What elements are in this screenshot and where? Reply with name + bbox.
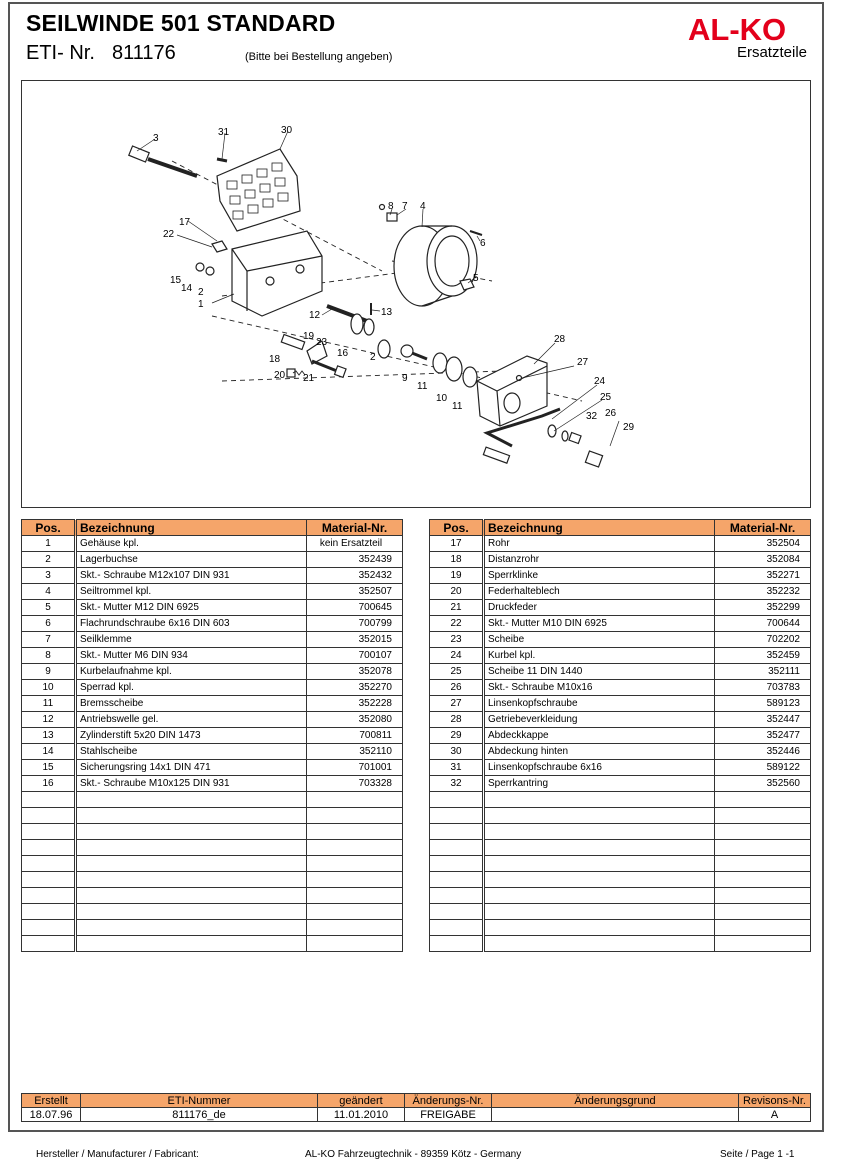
cell-pos: 6 [22,616,76,632]
empty-cell [484,920,715,936]
cell-bezeichnung: Skt.- Schraube M10x125 DIN 931 [76,776,307,792]
cell-bezeichnung: Linsenkopfschraube [484,696,715,712]
cell-pos: 10 [22,680,76,696]
cell-material: 352110 [307,744,403,760]
empty-cell [76,824,307,840]
table-row [22,664,403,680]
callout-1: 1 [198,299,204,310]
cell-pos: 13 [22,728,76,744]
callout-14: 14 [181,283,193,294]
callout-18: 18 [269,354,281,365]
cell-bezeichnung: Zylinderstift 5x20 DIN 1473 [76,728,307,744]
cell-bezeichnung: Kurbelaufnahme kpl. [76,664,307,680]
empty-cell [76,792,307,808]
cell-pos: 1 [22,536,76,552]
empty-cell [22,936,76,952]
cell-bezeichnung: Skt.- Mutter M12 DIN 6925 [76,600,307,616]
cell-pos: 32 [430,776,484,792]
table-row [22,728,403,744]
callout-5: 5 [473,273,479,284]
empty-cell [307,792,403,808]
callout-29: 29 [623,422,635,433]
table-row [22,744,403,760]
empty-cell [22,840,76,856]
parts-header-row [430,520,811,536]
cell-material: 352560 [715,776,811,792]
empty-cell [715,904,811,920]
empty-cell [715,856,811,872]
eti-label: ETI- Nr. [26,42,95,64]
cell-pos: 14 [22,744,76,760]
cell-bezeichnung: Skt.- Mutter M6 DIN 934 [76,648,307,664]
cell-pos: 11 [22,696,76,712]
cell-pos: 24 [430,648,484,664]
callout-25: 25 [600,392,612,403]
cell-bezeichnung: Scheibe 11 DIN 1440 [484,664,715,680]
callout-23: 23 [316,337,328,348]
empty-cell [715,888,811,904]
empty-row [430,936,811,952]
rev-col-geaendert: geändert [318,1094,405,1108]
empty-row [22,792,403,808]
empty-cell [484,856,715,872]
cell-material: 589123 [715,696,811,712]
callout-11b: 11 [452,401,463,412]
cell-pos: 7 [22,632,76,648]
cell-pos: 15 [22,760,76,776]
empty-cell [22,920,76,936]
diagram-drawing [22,81,810,507]
callout-6: 6 [480,238,486,249]
callout-32: 32 [586,411,598,422]
table-row [430,664,811,680]
table-row [430,584,811,600]
empty-cell [76,904,307,920]
cell-bezeichnung: Sperrad kpl. [76,680,307,696]
cell-pos: 19 [430,568,484,584]
table-row [22,760,403,776]
empty-cell [22,856,76,872]
cell-pos: 22 [430,616,484,632]
table-row [22,776,403,792]
empty-cell [307,840,403,856]
empty-cell [715,920,811,936]
col-header-material: Material-Nr. [307,520,403,536]
cell-bezeichnung: Seiltrommel kpl. [76,584,307,600]
cell-pos: 16 [22,776,76,792]
empty-cell [22,872,76,888]
cell-bezeichnung: Sicherungsring 14x1 DIN 471 [76,760,307,776]
empty-cell [307,936,403,952]
empty-cell [715,792,811,808]
rev-col-revisions-nr: Revisons-Nr. [739,1094,811,1108]
empty-row [22,904,403,920]
cell-bezeichnung: Distanzrohr [484,552,715,568]
cell-material: 352078 [307,664,403,680]
parts-body-left [22,536,403,952]
manufacturer-label: Hersteller / Manufacturer / Fabricant: [36,1149,199,1160]
table-row [430,536,811,552]
empty-cell [22,888,76,904]
callout-2a: 2 [198,287,204,298]
empty-row [22,808,403,824]
cell-pos: 27 [430,696,484,712]
parts-body-right [430,536,811,952]
empty-cell [484,872,715,888]
cell-bezeichnung: Skt.- Schraube M12x107 DIN 931 [76,568,307,584]
empty-cell [76,936,307,952]
empty-cell [22,808,76,824]
empty-cell [307,824,403,840]
cell-material: 352111 [715,664,811,680]
callout-30: 30 [281,125,293,136]
empty-cell [76,808,307,824]
table-row [430,744,811,760]
cell-material: 703328 [307,776,403,792]
cell-material: 352228 [307,696,403,712]
cell-bezeichnung: Bremsscheibe [76,696,307,712]
cell-bezeichnung: Sperrklinke [484,568,715,584]
cell-bezeichnung: Abdeckung hinten [484,744,715,760]
cell-bezeichnung: Stahlscheibe [76,744,307,760]
empty-cell [76,872,307,888]
table-row [22,584,403,600]
cell-pos: 3 [22,568,76,584]
cell-pos: 18 [430,552,484,568]
cell-pos: 25 [430,664,484,680]
callout-9: 9 [402,373,408,384]
table-row [22,632,403,648]
cell-bezeichnung: Flachrundschraube 6x16 DIN 603 [76,616,307,632]
empty-cell [22,792,76,808]
empty-cell [430,936,484,952]
empty-row [430,888,811,904]
cell-pos: 8 [22,648,76,664]
cell-material: 700799 [307,616,403,632]
empty-cell [715,872,811,888]
exploded-diagram [21,80,811,508]
cell-material: 352459 [715,648,811,664]
table-row [430,648,811,664]
empty-cell [715,808,811,824]
cell-bezeichnung: Sperrkantring [484,776,715,792]
callout-8: 8 [388,201,394,212]
empty-cell [430,872,484,888]
empty-row [22,872,403,888]
cell-bezeichnung: Rohr [484,536,715,552]
table-row [430,776,811,792]
cell-material: 700811 [307,728,403,744]
parts-table-right [429,519,811,952]
callout-13: 13 [381,307,393,318]
cell-bezeichnung: Lagerbuchse [76,552,307,568]
callout-20: 20 [274,370,286,381]
cell-bezeichnung: Antriebswelle gel. [76,712,307,728]
rev-col-eti-nummer: ETI-Nummer [81,1094,318,1108]
empty-cell [430,840,484,856]
table-row [430,552,811,568]
cell-pos: 29 [430,728,484,744]
callout-12: 12 [309,310,321,321]
empty-cell [430,824,484,840]
cell-material: 352446 [715,744,811,760]
brand-subtitle: Ersatzteile [736,44,807,61]
col-header-bezeichnung: Bezeichnung [484,520,715,536]
callout-31: 31 [218,127,230,138]
callout-10: 10 [436,393,448,404]
table-row [22,712,403,728]
cell-material: 703783 [715,680,811,696]
cell-bezeichnung: Scheibe [484,632,715,648]
cell-material: 352507 [307,584,403,600]
cell-pos: 21 [430,600,484,616]
callout-19: 19 [303,331,315,342]
revision-table [21,1093,811,1122]
page-number: Seite / Page 1 -1 [720,1149,795,1160]
empty-row [22,824,403,840]
empty-cell [76,920,307,936]
brand-text: AL-KO [688,12,787,44]
cell-material: 352270 [307,680,403,696]
cell-material: 352439 [307,552,403,568]
empty-cell [484,936,715,952]
cell-material: 701001 [307,760,403,776]
empty-cell [430,808,484,824]
empty-row [22,856,403,872]
rev-col-aenderungs-nr: Änderungs-Nr. [405,1094,492,1108]
empty-cell [307,888,403,904]
cell-bezeichnung: Getriebeverkleidung [484,712,715,728]
table-row [430,680,811,696]
cell-bezeichnung: Skt.- Mutter M10 DIN 6925 [484,616,715,632]
rev-col-erstellt: Erstellt [22,1094,81,1108]
empty-cell [484,840,715,856]
empty-cell [307,808,403,824]
callout-7: 7 [402,201,408,212]
parts-header-row [22,520,403,536]
table-row [22,600,403,616]
cell-bezeichnung: Seilklemme [76,632,307,648]
cell-pos: 4 [22,584,76,600]
cell-material: 352232 [715,584,811,600]
empty-row [430,792,811,808]
empty-cell [430,856,484,872]
empty-cell [484,904,715,920]
cell-pos: 2 [22,552,76,568]
empty-cell [484,792,715,808]
cell-material: 700645 [307,600,403,616]
cell-pos: 9 [22,664,76,680]
rev-revisions-nr: A [739,1108,811,1122]
empty-cell [76,840,307,856]
empty-row [22,840,403,856]
cell-material: 352084 [715,552,811,568]
callout-17: 17 [179,217,191,228]
rev-aenderungs-nr: FREIGABE [405,1108,492,1122]
empty-cell [307,856,403,872]
cell-bezeichnung: Druckfeder [484,600,715,616]
cell-bezeichnung: Skt.- Schraube M10x16 [484,680,715,696]
callout-21: 21 [303,373,315,384]
cell-material: 352477 [715,728,811,744]
empty-cell [307,904,403,920]
empty-row [22,888,403,904]
table-row [430,616,811,632]
table-row [22,680,403,696]
empty-cell [484,888,715,904]
callout-26: 26 [605,408,617,419]
cell-material: 352080 [307,712,403,728]
cell-bezeichnung: Federhalteblech [484,584,715,600]
table-row [430,712,811,728]
cell-material: 352447 [715,712,811,728]
empty-row [22,920,403,936]
col-header-material: Material-Nr. [715,520,811,536]
table-row [430,760,811,776]
manufacturer-address: AL-KO Fahrzeugtechnik - 89359 Kötz - Germany [305,1149,522,1160]
table-row [430,728,811,744]
rev-eti-nummer: 811176_de [81,1108,318,1122]
table-row [22,648,403,664]
empty-cell [430,792,484,808]
callout-3: 3 [153,133,159,144]
empty-cell [22,904,76,920]
cell-bezeichnung: Linsenkopfschraube 6x16 [484,760,715,776]
cell-pos: 5 [22,600,76,616]
cell-pos: 30 [430,744,484,760]
cell-pos: 20 [430,584,484,600]
page-title: SEILWINDE 501 STANDARD [26,10,336,36]
empty-cell [76,888,307,904]
cell-material: 352299 [715,600,811,616]
callout-24: 24 [594,376,606,387]
empty-cell [484,808,715,824]
table-row [430,632,811,648]
cell-pos: 12 [22,712,76,728]
callout-16: 16 [337,348,349,359]
callout-2b: 2 [370,352,376,363]
rev-aenderungsgrund [492,1108,739,1122]
empty-cell [307,872,403,888]
cell-material: 702202 [715,632,811,648]
rev-geaendert: 11.01.2010 [318,1108,405,1122]
cell-material: 589122 [715,760,811,776]
rev-erstellt: 18.07.96 [22,1108,81,1122]
empty-row [430,872,811,888]
cell-bezeichnung: Abdeckkappe [484,728,715,744]
empty-row [430,840,811,856]
cell-pos: 23 [430,632,484,648]
empty-row [430,824,811,840]
cell-bezeichnung: Gehäuse kpl. [76,536,307,552]
table-row [22,696,403,712]
callout-22: 22 [163,229,175,240]
col-header-pos: Pos. [22,520,76,536]
empty-row [22,936,403,952]
cell-material: 352271 [715,568,811,584]
callout-11a: 11 [417,381,428,392]
cell-material: 700107 [307,648,403,664]
table-row [430,568,811,584]
cell-material: 700644 [715,616,811,632]
empty-cell [76,856,307,872]
empty-row [430,856,811,872]
empty-cell [430,904,484,920]
cell-pos: 26 [430,680,484,696]
cell-pos: 31 [430,760,484,776]
alko-logo [688,12,810,44]
cell-pos: 17 [430,536,484,552]
table-row [22,568,403,584]
callout-27: 27 [577,357,589,368]
cell-material: 352432 [307,568,403,584]
empty-cell [430,920,484,936]
callout-15: 15 [170,275,182,286]
cell-material: 352504 [715,536,811,552]
rev-col-aenderungsgrund: Änderungsgrund [492,1094,739,1108]
revision-value-row [22,1108,811,1122]
empty-row [430,920,811,936]
empty-row [430,808,811,824]
table-row [22,616,403,632]
table-row [430,600,811,616]
cell-material: 352015 [307,632,403,648]
parts-table-left [21,519,403,952]
empty-cell [715,824,811,840]
empty-cell [715,936,811,952]
empty-cell [307,920,403,936]
cell-material: kein Ersatzteil [307,536,403,552]
empty-cell [484,824,715,840]
col-header-pos: Pos. [430,520,484,536]
callout-4: 4 [420,201,426,212]
table-row [22,536,403,552]
col-header-bezeichnung: Bezeichnung [76,520,307,536]
revision-header-row [22,1094,811,1108]
empty-cell [430,888,484,904]
cell-pos: 28 [430,712,484,728]
cell-bezeichnung: Kurbel kpl. [484,648,715,664]
empty-cell [22,824,76,840]
empty-row [430,904,811,920]
callout-28: 28 [554,334,566,345]
table-row [22,552,403,568]
table-row [430,696,811,712]
order-hint: (Bitte bei Bestellung angeben) [245,51,393,63]
empty-cell [715,840,811,856]
eti-number: 811176 [112,42,176,64]
